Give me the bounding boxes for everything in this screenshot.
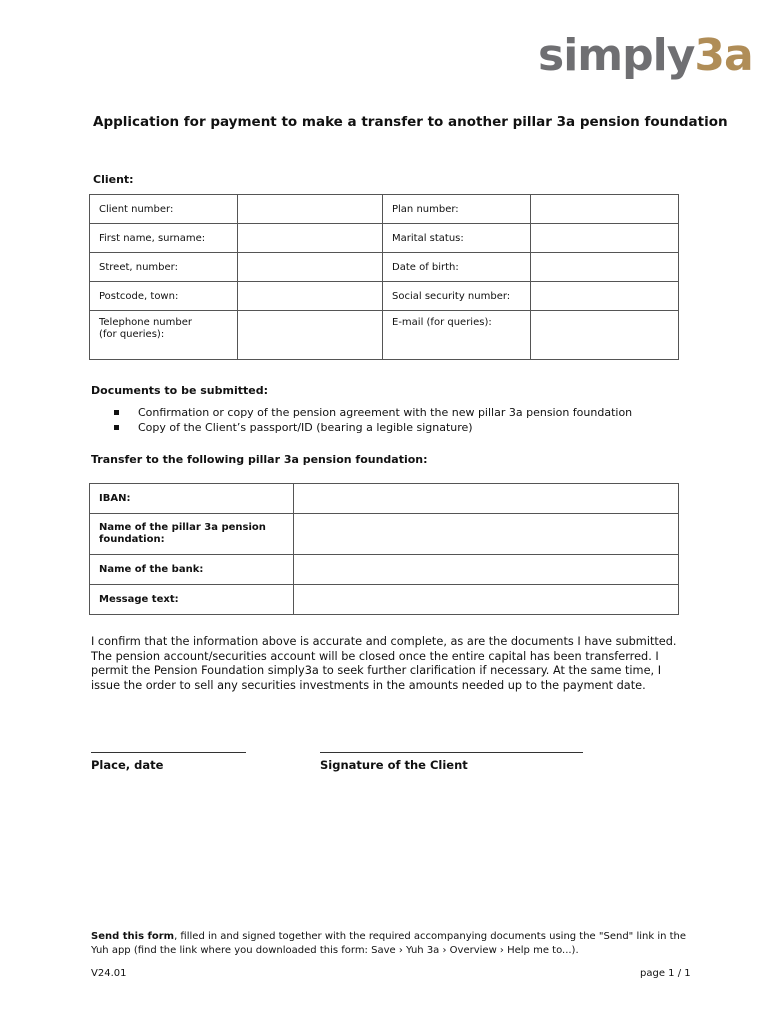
bank-name-field[interactable]	[294, 555, 679, 585]
foundation-name-label: Name of the pillar 3a pension foundation:	[90, 514, 294, 555]
message-text-field[interactable]	[294, 585, 679, 615]
postcode-field[interactable]	[238, 282, 383, 311]
marital-status-field[interactable]	[531, 224, 679, 253]
logo-part-3a: 3a	[694, 30, 753, 81]
place-date-label: Place, date	[91, 758, 164, 772]
client-number-label: Client number:	[90, 195, 238, 224]
table-row	[90, 224, 679, 253]
plan-number-label: Plan number:	[383, 195, 531, 224]
telephone-label: Telephone number (for queries):	[90, 311, 238, 360]
plan-number-field[interactable]	[531, 195, 679, 224]
client-number-field[interactable]	[238, 195, 383, 224]
bank-name-label: Name of the bank:	[90, 555, 294, 585]
street-label: Street, number:	[90, 253, 238, 282]
table-row	[90, 311, 679, 360]
table-row	[90, 484, 679, 514]
table-row	[90, 195, 679, 224]
street-field[interactable]	[238, 253, 383, 282]
name-field[interactable]	[238, 224, 383, 253]
table-row	[90, 555, 679, 585]
iban-field[interactable]	[294, 484, 679, 514]
documents-heading: Documents to be submitted:	[91, 384, 268, 397]
postcode-label: Postcode, town:	[90, 282, 238, 311]
page-number: page 1 / 1	[640, 968, 691, 979]
send-instructions-bold: Send this form	[91, 931, 175, 942]
client-table	[89, 194, 679, 360]
table-row	[90, 514, 679, 555]
send-instructions	[91, 930, 691, 958]
date-of-birth-field[interactable]	[531, 253, 679, 282]
table-row	[90, 253, 679, 282]
table-row	[90, 585, 679, 615]
date-of-birth-label: Date of birth:	[383, 253, 531, 282]
list-item: Copy of the Client’s passport/ID (bearing a legible signature)	[112, 420, 632, 435]
ssn-field[interactable]	[531, 282, 679, 311]
confirmation-text: I confirm that the information above is accurate and complete, as are the documents I have submitted. The pension account/securities account will be closed once the entire capital has been transferred. I permit the Pension Foundation simply3a to seek further clarification if necessary. At the same time, I issue the order to sell any securities investments in the amounts needed up to the payment date.	[91, 635, 677, 692]
signature-label: Signature of the Client	[320, 758, 468, 772]
email-field[interactable]	[531, 311, 679, 360]
transfer-table	[89, 483, 679, 615]
name-label: First name, surname:	[90, 224, 238, 253]
iban-label: IBAN:	[90, 484, 294, 514]
version-label: V24.01	[91, 968, 127, 979]
signature-line[interactable]	[320, 752, 583, 753]
transfer-heading: Transfer to the following pillar 3a pension foundation:	[91, 453, 428, 466]
ssn-label: Social security number:	[383, 282, 531, 311]
send-instructions-text: , filled in and signed together with the required accompanying documents using the "Send" link in the Yuh app (find the link where you downloaded this form: Save › Yuh 3a › Overview › Help me to...).	[91, 931, 687, 956]
table-row	[90, 282, 679, 311]
client-heading: Client:	[93, 173, 134, 186]
documents-list	[112, 405, 632, 435]
email-label: E-mail (for queries):	[383, 311, 531, 360]
simply3a-logo	[538, 30, 753, 82]
logo-part-simply: simply	[538, 30, 695, 81]
page-title: Application for payment to make a transfer to another pillar 3a pension foundation	[93, 114, 728, 130]
foundation-name-field[interactable]	[294, 514, 679, 555]
message-text-label: Message text:	[90, 585, 294, 615]
list-item: Confirmation or copy of the pension agreement with the new pillar 3a pension foundation	[112, 405, 632, 420]
place-date-line[interactable]	[91, 752, 246, 753]
marital-status-label: Marital status:	[383, 224, 531, 253]
telephone-field[interactable]	[238, 311, 383, 360]
